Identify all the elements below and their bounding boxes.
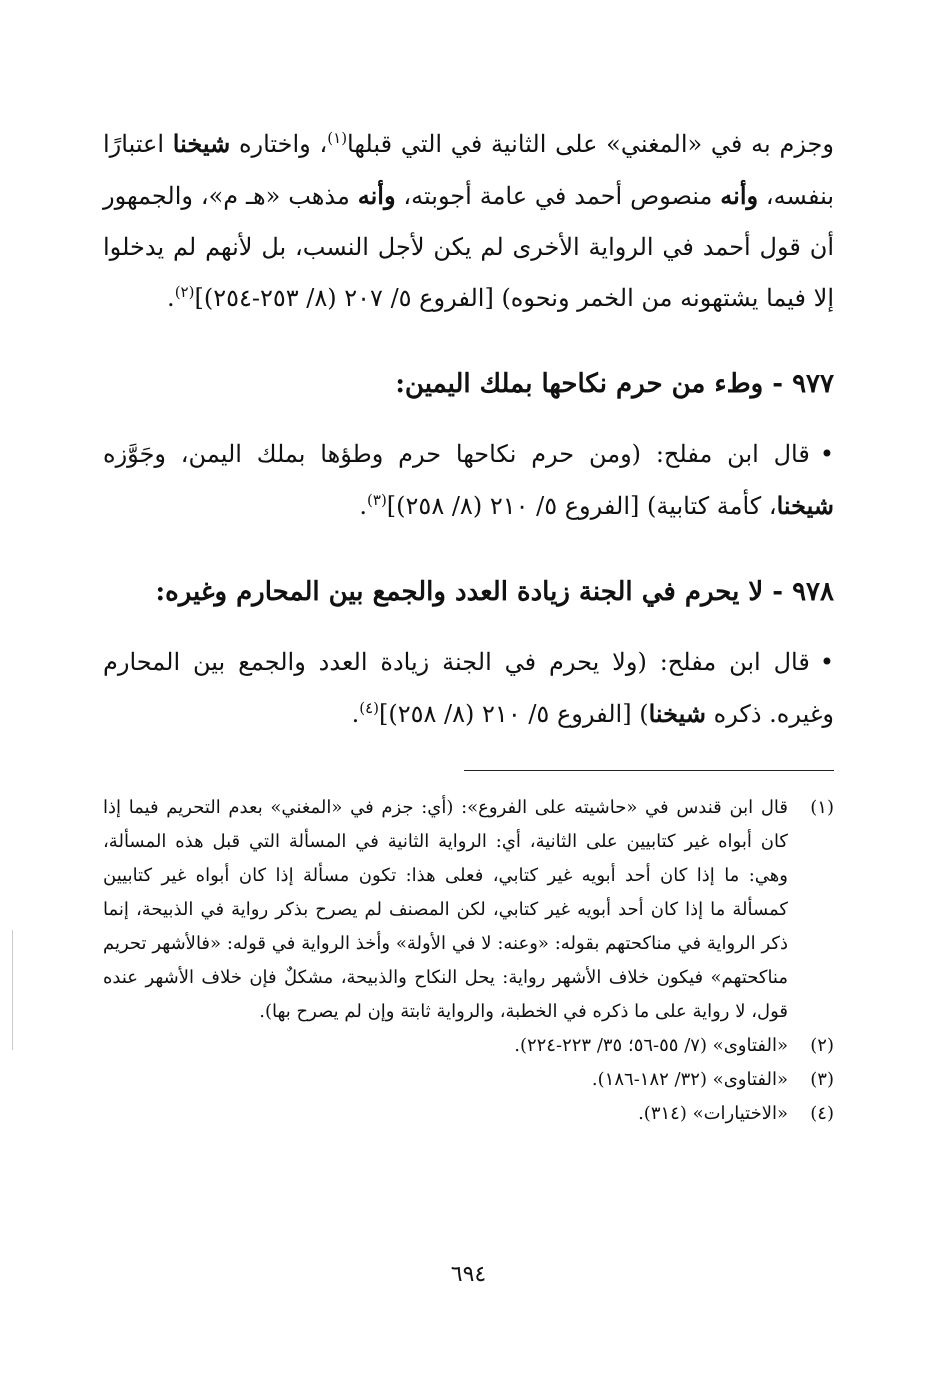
bullet-icon: •	[819, 648, 834, 676]
footnote-number: (٢)	[810, 1035, 834, 1056]
section-978-text	[103, 636, 834, 740]
footnote-number: (٣)	[810, 1069, 834, 1090]
footnotes	[103, 791, 834, 1131]
bold-term-shaykhuna: شيخنا	[648, 699, 706, 728]
footnote-1	[103, 791, 834, 1029]
footnote-text: «الفتاوى» (٧/ ٥٥-٥٦؛ ٣٥/ ٢٢٣-٢٢٤).	[514, 1035, 788, 1056]
page-edge-mark	[12, 930, 13, 1050]
bold-term-annahu: وأنه	[720, 181, 759, 210]
bold-term-annahu: وأنه	[357, 181, 396, 210]
bullet-icon: •	[819, 440, 834, 468]
bold-term-shaykhuna: شيخنا	[776, 491, 834, 520]
text-segment: .	[359, 492, 368, 520]
footnote-number: (١)	[810, 797, 834, 818]
footnote-3	[103, 1063, 834, 1097]
section-heading-977: ٩٧٧ - وطء من حرم نكاحها بملك اليمين:	[395, 369, 834, 399]
text-segment: ) [الفروع ٥/ ٢١٠ (٨/ ٢٥٨)]	[379, 700, 649, 728]
text-segment: قال ابن مفلح: (ومن حرم نكاحها حرم وطؤها بملك اليمن، وجَوَّزه	[103, 440, 810, 468]
text-segment: .	[167, 284, 175, 312]
text-segment: اعتبارًا بنفسه،	[103, 130, 835, 210]
footnote-ref-1[interactable]: (١)	[327, 129, 348, 147]
footnote-ref-3[interactable]: (٣)	[367, 491, 387, 509]
main-text	[103, 118, 834, 740]
text-segment: وجزم به في «المغني» على الثانية في التي قبلها	[347, 130, 834, 158]
footnote-text: قال ابن قندس في «حاشيته على الفروع»: (أي: جزم في «المغني» بعدم التحريم فيما إذا كان أبواه غير كتابيين على الثانية، أي: الرواية الثانية في المسألة التي قبل هذه المسألة، وهي: ما إذا كان أحد أبويه غير كتابي، فعلى هذا: تكون مسألة إذا كان أبواه غير كتابيين كمسألة ما إذا كان أحد أبويه غير كتابي، لكن المصنف لم يصرح بذكر رواية في الذبيحة، إنما ذكر الرواية في مناكحتهم بقوله: «وعنه: لا في الأولة» وأخذ الرواية في قوله: «فالأشهر تحريم مناكحتهم» فيكون خلاف الأشهر رواية: يحل النكاح والذبيحة، مشكلٌ فإن خلاف الأشهر عنده قول، لا رواية على ما ذكره في الخطبة، والرواية ثابتة وإن لم يصرح بها).	[103, 797, 788, 1022]
section-977-text	[103, 428, 834, 532]
footnote-text: «الفتاوى» (٣٢/ ١٨٢-١٨٦).	[591, 1069, 788, 1090]
footnote-ref-2[interactable]: (٢)	[174, 283, 195, 301]
section-heading-978: ٩٧٨ - لا يحرم في الجنة زيادة العدد والجمع بين المحارم وغيره:	[155, 577, 834, 607]
text-segment: مذهب «هـ م»، والجمهور أن قول أحمد في الرواية الأخرى لم يكن لأجل النسب، بل لأنهم لم يدخلوا إلا فيما يشتهونه من الخمر ونحوه) [الفروع ٥/ ٢٠٧ (٨/ ٢٥٣-٢٥٤)]	[103, 182, 834, 312]
text-segment: ، كأمة كتابية) [الفروع ٥/ ٢١٠ (٨/ ٢٥٨)]	[386, 492, 777, 520]
page-number: ٦٩٤	[450, 1262, 487, 1287]
footnote-2	[103, 1029, 834, 1063]
footnote-number: (٤)	[810, 1103, 834, 1124]
text-segment: قال ابن مفلح: (ولا يحرم في الجنة زيادة العدد والجمع بين المحارم وغيره. ذكره	[103, 648, 834, 728]
text-segment: منصوص أحمد في عامة أجوبته،	[395, 182, 721, 210]
text-segment: ، واختاره	[230, 130, 328, 158]
footnote-ref-4[interactable]: (٤)	[359, 699, 380, 717]
footnote-divider	[464, 770, 834, 771]
paragraph-continuation	[103, 118, 834, 324]
footnote-4	[103, 1097, 834, 1131]
footnote-text: «الاختيارات» (٣١٤).	[638, 1103, 788, 1124]
text-segment: .	[351, 700, 360, 728]
bold-term-shaykhuna: شيخنا	[172, 129, 231, 158]
